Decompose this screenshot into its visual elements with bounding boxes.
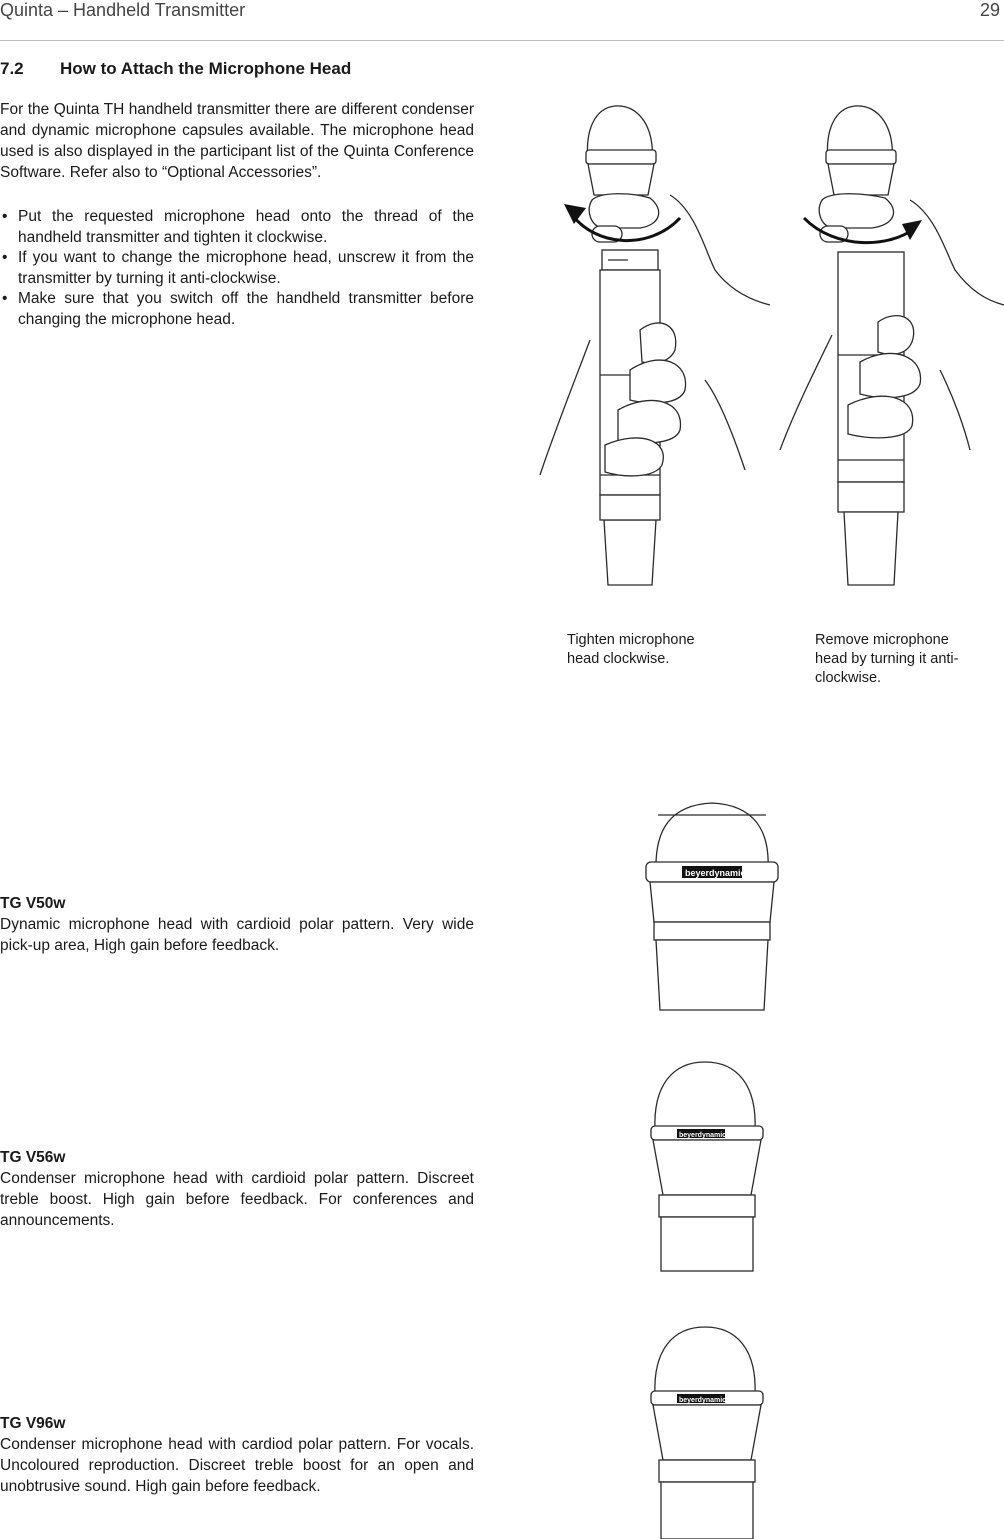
brand-label: beyerdynamic: [679, 1132, 727, 1139]
page-header-title: Quinta – Handheld Transmitter: [0, 0, 246, 20]
list-item: • If you want to change the microphone head, unscrew it from the transmitter by turning it anti-clockwise.: [0, 248, 474, 289]
intro-paragraph: For the Quinta TH handheld transmitter there are different condenser and dynamic microphone capsules available. The microphone head used is also displayed in the participant list of the Quinta Conference Software. Refer also to “Optional Accessories”.: [0, 101, 474, 181]
product-description: Condenser microphone head with cardiod polar pattern. For vocals. Uncoloured reproduction. Discreet treble boost for an open and unobtrusive sound. High gain before feedback.: [0, 1436, 474, 1495]
instruction-list: [0, 207, 474, 330]
tg-v50w-mic-head-illustration: [640, 800, 785, 1015]
tighten-illustration: [530, 100, 770, 600]
section-heading: [0, 59, 351, 79]
list-item: • Make sure that you switch off the handheld transmitter before changing the microphone head.: [0, 289, 474, 330]
remove-caption: Remove microphone head by turning it anti-clockwise.: [815, 632, 959, 686]
product-name: TG V96w: [0, 1415, 66, 1432]
tg-v56w-mic-head-illustration: [645, 1060, 770, 1275]
tighten-caption: Tighten microphone head clockwise.: [567, 632, 695, 667]
brand-label: beyerdynamic: [679, 1397, 727, 1404]
product-name: TG V50w: [0, 895, 66, 912]
page-number: 29: [979, 0, 1000, 20]
brand-label: beyerdynamic: [685, 868, 746, 878]
list-item: • Put the requested microphone head onto the thread of the handheld transmitter and tighten it clockwise.: [0, 207, 474, 248]
product-name: TG V56w: [0, 1149, 66, 1166]
product-description-tg-v96w: [0, 1413, 474, 1497]
remove-illustration: [760, 100, 1004, 600]
product-description-tg-v56w: [0, 1147, 474, 1231]
section-title: How to Attach the Microphone Head: [60, 59, 352, 78]
tg-v96w-mic-head-illustration: [645, 1325, 770, 1539]
section-number: 7.2: [0, 59, 24, 78]
product-description: Condenser microphone head with cardioid polar pattern. Discreet treble boost. High gain before feedback. For conferences and announcements.: [0, 1170, 474, 1229]
product-description: Dynamic microphone head with cardioid polar pattern. Very wide pick-up area, High gain before feedback.: [0, 916, 474, 954]
header-divider: [0, 40, 1004, 41]
product-description-tg-v50w: [0, 893, 474, 956]
